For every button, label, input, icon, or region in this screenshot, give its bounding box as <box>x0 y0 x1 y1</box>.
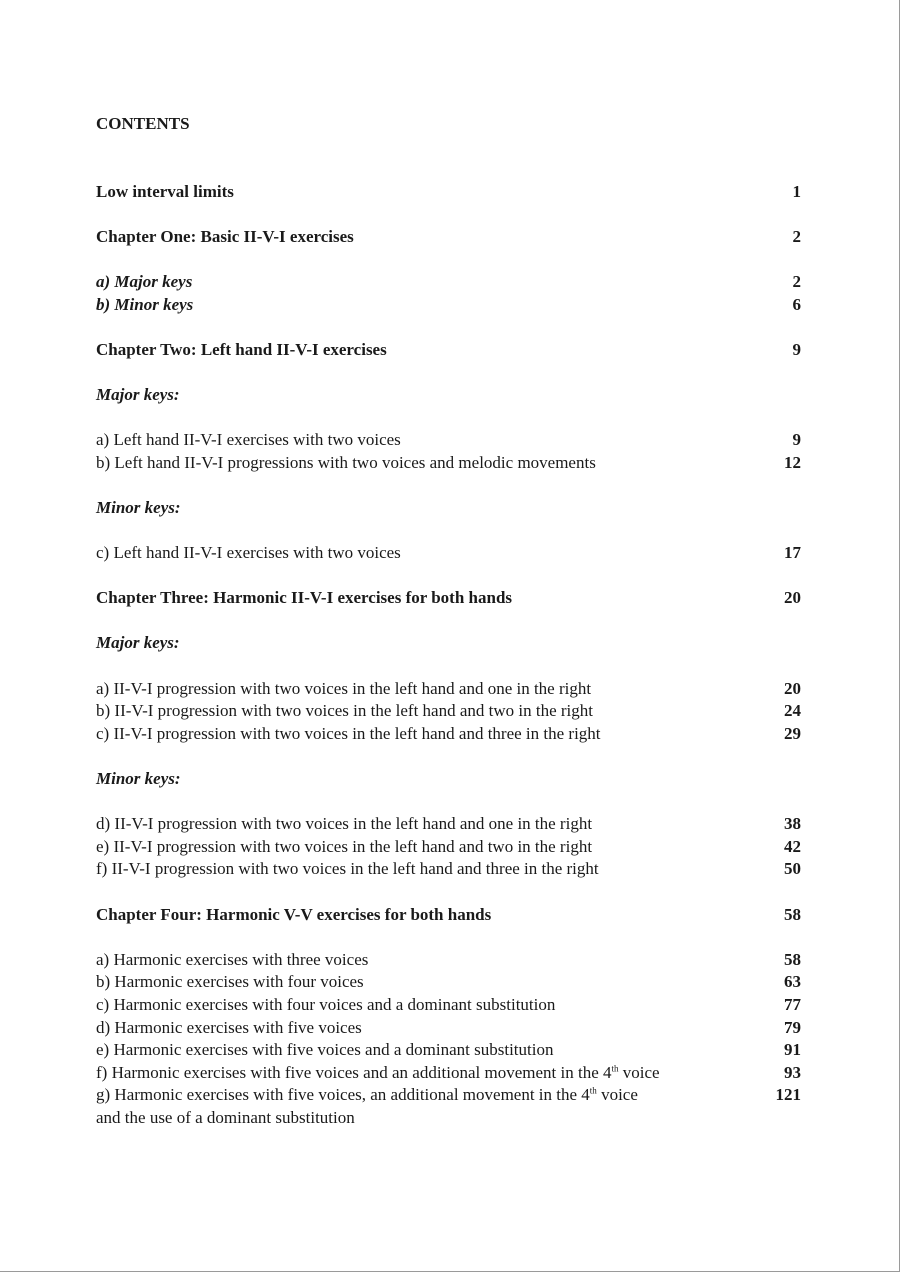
page-title: CONTENTS <box>96 114 190 133</box>
toc-entry-label: f) II-V-I progression with two voices in the left hand and three in the right <box>96 859 599 879</box>
toc-entry-label: d) Harmonic exercises with five voices <box>96 1017 362 1037</box>
toc-entry-label: a) Major keys <box>96 271 193 291</box>
toc-page-number: 58 <box>784 904 801 924</box>
toc-entry-label: e) II-V-I progression with two voices in the left hand and two in the right <box>96 836 593 856</box>
toc-entry <box>96 1039 801 1062</box>
toc-page-number: 12 <box>784 452 801 472</box>
toc-page-number: 2 <box>792 226 801 246</box>
toc-entry <box>96 723 801 746</box>
toc-entry-label: b) Harmonic exercises with four voices <box>96 972 364 992</box>
toc-page-number: 20 <box>784 678 801 698</box>
toc-entry <box>96 542 801 565</box>
section-heading-minor: Minor keys: <box>96 497 181 517</box>
toc-entry-label: g) Harmonic exercises with five voices, an additional movement in the 4th voice <box>96 1085 638 1105</box>
toc-page-number: 63 <box>784 972 801 992</box>
toc-page-number: 50 <box>784 859 801 879</box>
toc-entry-label: b) Left hand II-V-I progressions with two voices and melodic movements <box>96 452 596 472</box>
toc-entry <box>96 271 801 294</box>
toc-page-number: 9 <box>792 430 801 450</box>
toc-page-number: 20 <box>784 588 801 608</box>
toc-chapter-three <box>96 587 801 610</box>
toc-entry <box>96 1062 801 1085</box>
toc-entry <box>96 813 801 836</box>
toc-entry <box>96 678 801 701</box>
toc-page-number: 79 <box>784 1017 801 1037</box>
toc-page-number: 77 <box>784 994 801 1014</box>
toc-entry-label: b) II-V-I progression with two voices in the left hand and two in the right <box>96 701 593 721</box>
toc-entry-label: Chapter Four: Harmonic V-V exercises for both hands <box>96 904 492 924</box>
toc-entry-label: d) II-V-I progression with two voices in the left hand and one in the right <box>96 814 593 834</box>
toc-entry-label: a) Left hand II-V-I exercises with two voices <box>96 430 401 450</box>
toc-page-number: 9 <box>792 339 801 359</box>
toc-entry-label: c) Left hand II-V-I exercises with two voices <box>96 543 401 563</box>
toc-page-number: 17 <box>784 543 801 563</box>
toc-page-number: 24 <box>784 701 801 721</box>
toc-entry <box>96 429 801 452</box>
toc-page-number: 91 <box>784 1040 801 1060</box>
toc-entry <box>96 836 801 859</box>
toc-chapter-two <box>96 339 801 362</box>
toc-entry-label: a) Harmonic exercises with three voices <box>96 949 369 969</box>
toc-entry-label: Chapter Three: Harmonic II-V-I exercises for both hands <box>96 588 513 608</box>
toc-entry <box>96 1084 801 1107</box>
toc-page-number: 58 <box>784 949 801 969</box>
section-heading-major: Major keys: <box>96 384 180 404</box>
toc-entry <box>96 700 801 723</box>
toc-entry <box>96 294 801 317</box>
table-of-contents <box>96 113 801 1130</box>
toc-entry <box>96 971 801 994</box>
toc-entry <box>96 1017 801 1040</box>
toc-page-number: 29 <box>784 723 801 743</box>
toc-page-number: 93 <box>784 1062 801 1082</box>
toc-entry-label: f) Harmonic exercises with five voices and an additional movement in the 4th voice <box>96 1062 660 1082</box>
toc-entry-label: Low interval limits <box>96 181 234 201</box>
toc-entry <box>96 452 801 475</box>
section-heading-minor: Minor keys: <box>96 769 181 789</box>
toc-chapter-four <box>96 904 801 927</box>
toc-page-number: 38 <box>784 814 801 834</box>
toc-entry-low-interval <box>96 181 801 204</box>
toc-entry <box>96 858 801 881</box>
toc-entry-continuation: and the use of a dominant substitution <box>96 1107 355 1127</box>
toc-entry-label: c) Harmonic exercises with four voices and a dominant substitution <box>96 994 556 1014</box>
toc-entry-label: a) II-V-I progression with two voices in the left hand and one in the right <box>96 678 592 698</box>
toc-entry <box>96 949 801 972</box>
toc-entry-label: c) II-V-I progression with two voices in the left hand and three in the right <box>96 723 601 743</box>
toc-page-number: 121 <box>775 1085 801 1105</box>
toc-page-number: 42 <box>784 836 801 856</box>
section-heading-major: Major keys: <box>96 633 180 653</box>
toc-entry <box>96 994 801 1017</box>
toc-chapter-one <box>96 226 801 249</box>
toc-entry-label: Chapter Two: Left hand II-V-I exercises <box>96 339 387 359</box>
toc-page-number: 2 <box>792 271 801 291</box>
toc-entry-label: Chapter One: Basic II-V-I exercises <box>96 226 354 246</box>
toc-entry-label: e) Harmonic exercises with five voices and a dominant substitution <box>96 1040 554 1060</box>
toc-entry-label: b) Minor keys <box>96 294 194 314</box>
toc-page-number: 6 <box>792 294 801 314</box>
toc-page-number: 1 <box>792 181 801 201</box>
